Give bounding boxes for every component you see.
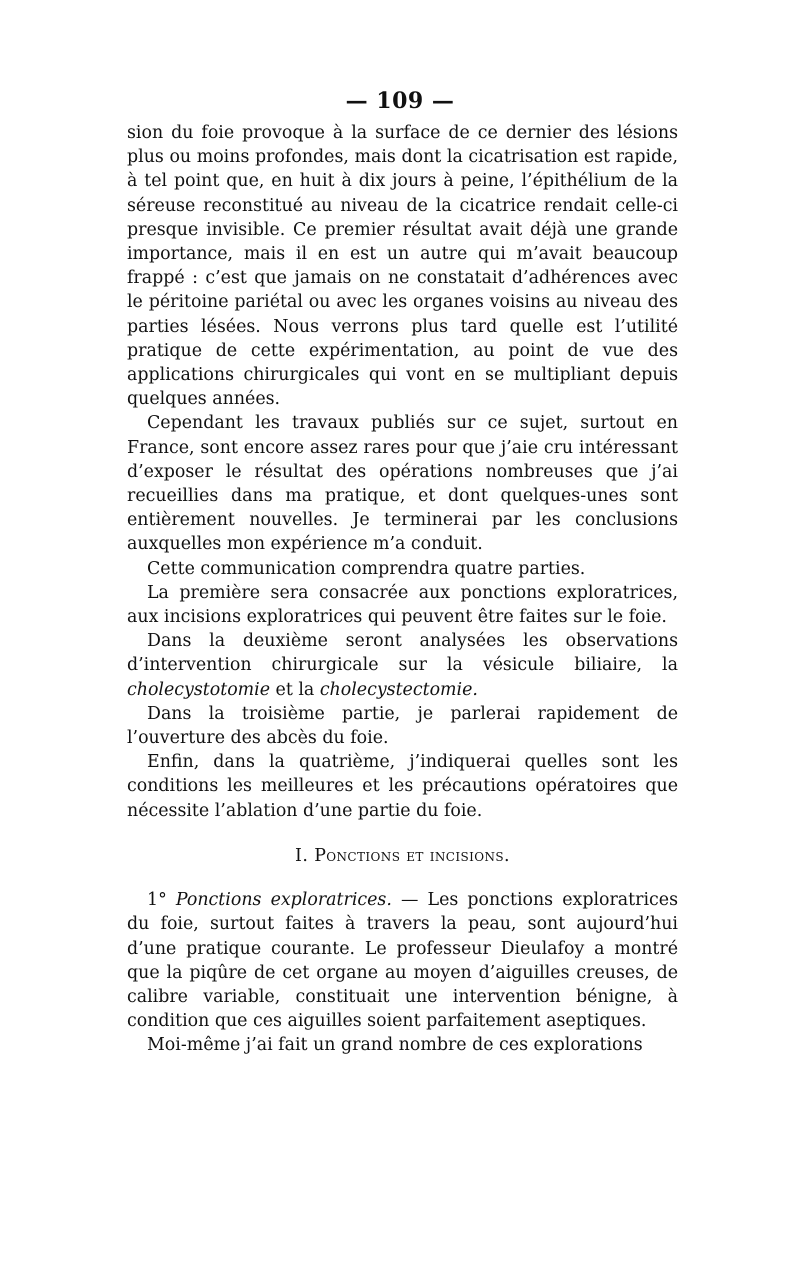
part-two-text-before: Dans la deuxième seront analysées les observations d’intervention chirurgicale sur la vésicule biliaire, la	[127, 631, 678, 676]
section-title: Ponctions et incisions.	[314, 845, 510, 866]
section-heading	[127, 844, 678, 868]
paragraph-explorations: Moi-même j’ai fait un grand nombre de ces explorations	[147, 1035, 643, 1056]
paragraph-part-two	[127, 629, 678, 702]
section-numeral: I.	[295, 845, 309, 866]
paragraph-continuation: sion du foie provoque à la surface de ce dernier des lésions plus ou moins profondes, mais dont la cicatrisation est rapide, à tel point que, en huit à dix jours à peine, l’épithélium de la séreuse reconstitué au niveau de la cicatrice rendait celle-ci presque invisible. Ce premier résultat avait déjà une grande importance, mais il en est un autre qui m’avait beaucoup frappé : c’est que jamais on ne constatait d’adhérences avec le péritoine pariétal ou avec les organes voisins au niveau des parties lésées. Nous verrons plus tard quelle est l’utilité pratique de cette expérimentation, au point de vue des applications chirurgicales qui vont en se multipliant depuis quelques années.	[127, 123, 678, 410]
paragraph-plan: Cette communication comprendra quatre parties.	[147, 558, 586, 579]
paragraph-part-four: Enfin, dans la quatrième, j’indiquerai quelles sont les conditions les meilleures et les précautions opératoires que nécessite l’ablation d’une partie du foie.	[127, 752, 678, 821]
paragraph-ponctions	[127, 888, 678, 1033]
ponctions-lead: 1°	[147, 890, 176, 911]
ponctions-subheading: Ponctions exploratrices.	[175, 890, 392, 911]
body-text	[127, 121, 678, 1058]
paragraph-part-one: La première sera consacrée aux ponctions exploratrices, aux incisions exploratrices qui peuvent être faites sur le foie.	[127, 582, 678, 628]
paragraph-part-three: Dans la troisième partie, je parlerai rapidement de l’ouverture des abcès du foie.	[127, 703, 678, 749]
term-cholecystectomie: cholecystectomie.	[319, 679, 478, 700]
ponctions-text: — Les ponctions exploratrices du foie, surtout faites à travers la peau, sont aujourd’hui d’une pratique courante. Le professeur Dieulafoy a montré que la piqûre de cet organe au moyen d’aiguilles creuses, de calibre variable, constituait une intervention bénigne, à condition que ces aiguilles soient parfaitement aseptiques.	[127, 890, 678, 1032]
part-two-text-middle: et la	[270, 679, 320, 700]
page-number: — 109 —	[345, 88, 455, 114]
term-cholecystotomie: cholecystotomie	[127, 679, 271, 700]
paragraph-travaux: Cependant les travaux publiés sur ce sujet, surtout en France, sont encore assez rares pour que j’aie cru intéressant d’exposer le résultat des opérations nombreuses que j’ai recueillies dans ma pratique, et dont quelques-unes sont entièrement nouvelles. Je terminerai par les conclusions auxquelles mon expérience m’a conduit.	[127, 413, 678, 555]
